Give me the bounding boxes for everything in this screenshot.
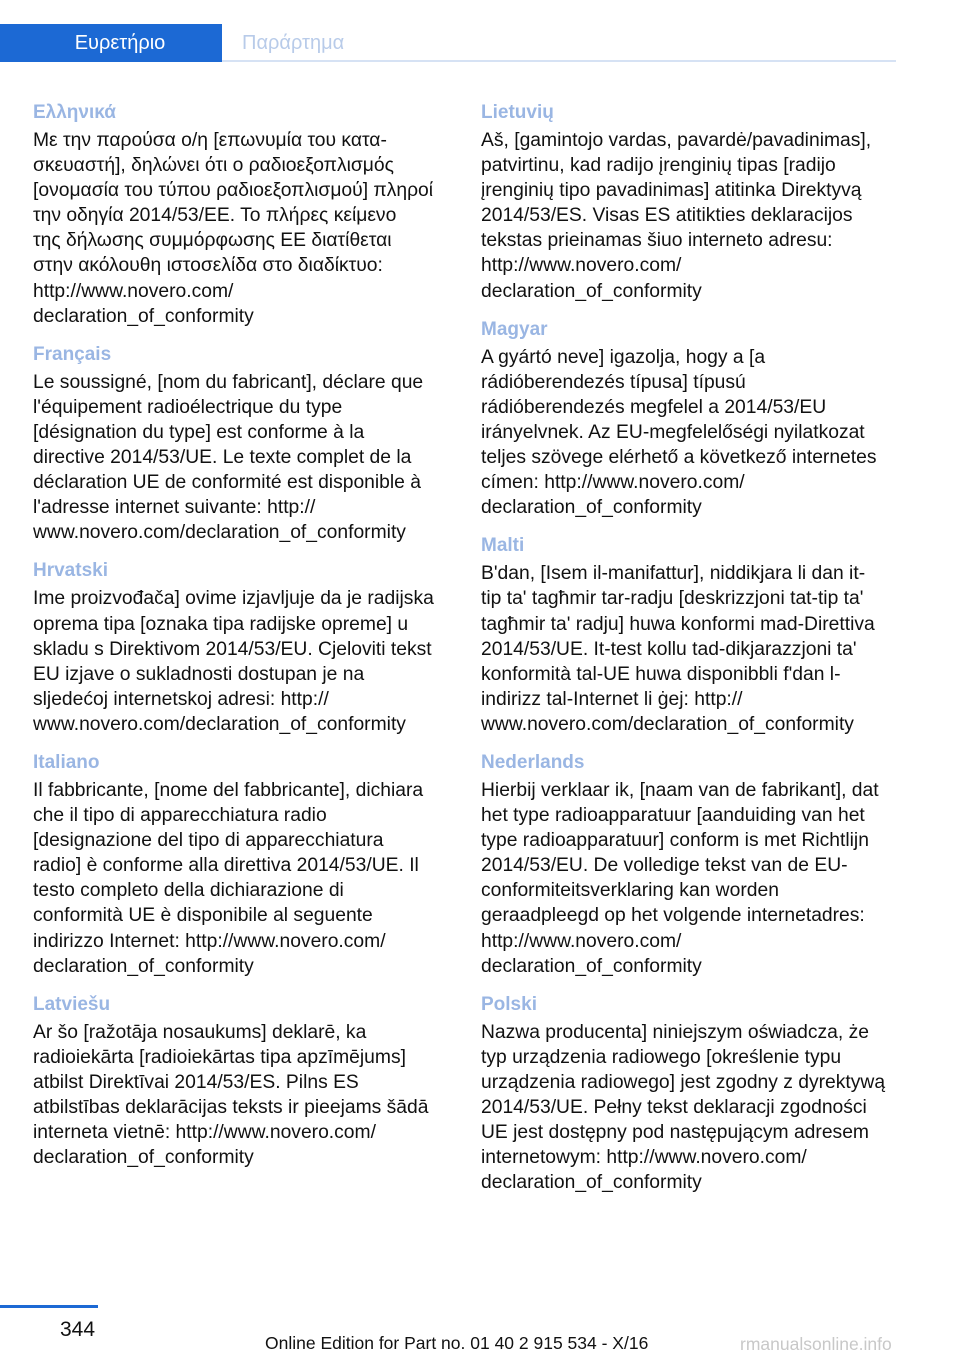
watermark: rmanualsonline.info	[740, 1334, 892, 1354]
section-lithuanian	[481, 100, 909, 304]
section-text: Le soussigné, [nom du fabricant], déclare que l'équipement radioélectrique du type [désignation du type] est conforme à la directive 2014/53/UE. Le texte complet de la déclaration UE de conformité est disponible à l'adresse internet suivante: http:// www.novero.com/declaration_of_conformity	[33, 371, 424, 544]
section-text: Il fabbricante, [nome del fabbricante], dichiara che il tipo di apparecchiatura radio [designazione del tipo di apparecchiatura radio] è conforme alla direttiva 2014/53/UE. Il testo completo della dichiarazione di conformità UE è disponibile al seguente indirizzo Internet: http://www.novero.com/ declaration_of_conformity	[33, 779, 424, 977]
section-heading: Hrvatski	[33, 560, 108, 582]
section-heading: Ελληνικά	[33, 102, 116, 123]
tab-appendix[interactable]: Παράρτημα	[242, 31, 345, 54]
section-heading: Nederlands	[481, 751, 585, 773]
section-text: Ar šo [ražotāja nosaukums] deklarē, ka radioiekārta [radioiekārtas tipa apzīmējums] atbilst Direktīvai 2014/53/ES. Pilns ES atbilstības deklarācijas teksts ir pieejams šādā interneta vietnē: http://www.novero.com/ declaration_of_conformity	[33, 1021, 429, 1169]
section-heading: Malti	[481, 535, 525, 557]
section-italian	[33, 750, 461, 979]
edition-text: Online Edition for Part no. 01 40 2 915 534 - X/16	[265, 1333, 649, 1353]
section-text: B'dan, [Isem il-manifattur], niddikjara li dan it- tip ta' tagħmir tar-radju [deskrizzjoni tat-tip ta' tagħmir ta' radju] huwa konformi mad-Direttiva 2014/53/UE. It-test kollu tad-dikjarazzjoni ta' konformità tal-UE huwa disponibbli f'dan l- indirizz tal-Internet li ġej: http:// www.novero.com/declaration_of_conformity	[481, 563, 875, 735]
tab-underline	[222, 60, 896, 62]
tab-index[interactable]: Ευρετήριο	[0, 24, 222, 62]
section-hungarian	[481, 317, 909, 521]
section-croatian	[33, 558, 461, 737]
section-heading: Latviešu	[33, 993, 111, 1015]
section-french	[33, 342, 461, 546]
section-text: Aš, [gamintojo vardas, pavardė/pavadinimas], patvirtinu, kad radijo įrenginių tipas [radijo įrenginių tipo pavadinimas] atitinka Direktyvą 2014/53/ES. Visas ES atitikties deklaracijos tekstas prieinamas šiuo interneto adresu: http://www.novero.com/ declaration_of_conformity	[481, 130, 872, 302]
section-text: Nazwa producenta] niniejszym oświadcza, że typ urządzenia radiowego [określenie typu urządzenia radiowego] jest zgodny z dyrektywą 2014/53/UE. Pełny tekst deklaracji zgodności UE jest dostępny pod następującym adresem internetowym: http://www.novero.com/ declaration_of_conformity	[481, 1021, 886, 1194]
section-heading: Italiano	[33, 751, 100, 773]
header-tabs	[0, 24, 896, 62]
section-maltese	[481, 533, 909, 737]
right-column	[481, 100, 909, 1208]
section-text: Hierbij verklaar ik, [naam van de fabrikant], dat het type radioapparatuur [aanduiding van het type radioapparatuur] conform is met Richtlijn 2014/53/EU. De volledige tekst van de EU- conformiteitsverklaring kan worden geraadpleegd op het volgende internetadres: http://www.novero.com/ declaration_of_conformity	[481, 779, 879, 977]
page-number: 344	[60, 1318, 96, 1341]
left-column	[33, 100, 461, 1183]
section-heading: Français	[33, 343, 112, 365]
section-heading: Polski	[481, 993, 537, 1015]
section-heading: Magyar	[481, 318, 548, 340]
section-latvian	[33, 992, 461, 1171]
section-text: Ime proizvođača] ovime izjavljuje da je radijska oprema tipa [oznaka tipa radijske opreme] u skladu s Direktivom 2014/53/EU. Cjeloviti tekst EU izjave o sukladnosti dostupan je na sljedećoj internetskoj adresi: http:// www.novero.com/declaration_of_conformity	[33, 588, 434, 735]
section-text: Με την παρούσα ο/η [επωνυμία του κατα‐ σκευαστή], δηλώνει ότι ο ραδιοεξοπλισμός [ονομασία του τύπου ραδιοεξοπλισμού] πληροί την οδηγία 2014/53/ΕΕ. Το πλήρες κείμενο της δήλωσης συμμόρφωσης ΕΕ διατίθεται στην ακόλουθη ιστοσελίδα στο διαδίκτυο: http://www.novero.com/ declaration_of_conformity	[33, 130, 434, 327]
section-heading: Lietuvių	[481, 102, 554, 123]
footer-accent-line	[0, 1305, 98, 1308]
section-greek	[33, 100, 461, 329]
section-polish	[481, 992, 909, 1196]
section-dutch	[481, 750, 909, 979]
section-text: A gyártó neve] igazolja, hogy a [a rádióberendezés típusa] típusú rádióberendezés megfelel a 2014/53/EU irányelvnek. Az EU-megfelelőségi nyilatkozat teljes szövege elérhető a következő internetes címen: http://www.novero.com/ declaration_of_conformity	[481, 346, 877, 519]
